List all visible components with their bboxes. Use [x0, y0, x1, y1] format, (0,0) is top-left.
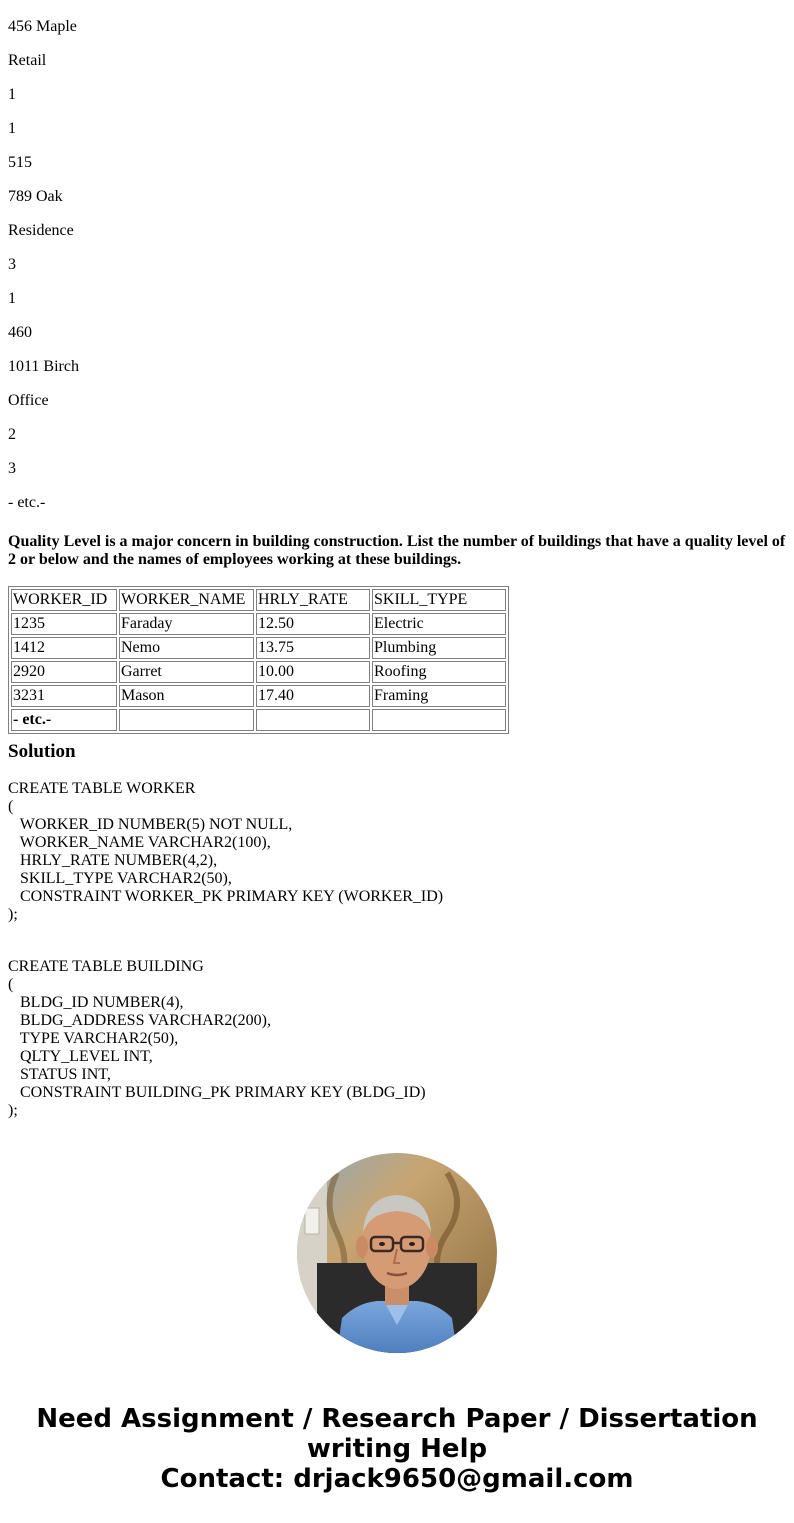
table-cell: Nemo [119, 637, 254, 659]
table-cell: Garret [119, 661, 254, 683]
table-cell: Mason [119, 685, 254, 707]
code-line: CONSTRAINT WORKER_PK PRIMARY KEY (WORKER_ID) [8, 888, 444, 905]
code-line: CREATE TABLE WORKER [8, 780, 196, 797]
code-line: WORKER_NAME VARCHAR2(100), [8, 834, 271, 851]
table-cell: 1235 [11, 613, 117, 635]
list-item: 1 [8, 120, 16, 137]
table-cell: 1412 [11, 637, 117, 659]
list-item: 1011 Birch [8, 358, 79, 375]
table-cell-empty [119, 709, 254, 731]
table-row [11, 637, 506, 659]
question-text: Quality Level is a major concern in building construction. List the number of buildings that have a quality level of 2 or below and the names of employees working at these buildings. [8, 533, 786, 568]
list-item: 2 [8, 426, 16, 443]
table-row [11, 685, 506, 707]
table-row [11, 613, 506, 635]
table-cell-empty [256, 709, 370, 731]
table-header-cell: SKILL_TYPE [372, 589, 506, 611]
table-row [11, 661, 506, 683]
code-line: BLDG_ADDRESS VARCHAR2(200), [8, 1012, 271, 1029]
code-line: QLTY_LEVEL INT, [8, 1048, 153, 1065]
table-header-row [11, 589, 506, 611]
table-cell-empty [372, 709, 506, 731]
table-cell: Roofing [372, 661, 506, 683]
worker-table [8, 586, 509, 734]
code-line: SKILL_TYPE VARCHAR2(50), [8, 870, 232, 887]
list-item: 3 [8, 256, 16, 273]
code-line: ); [8, 1102, 18, 1119]
code-line: HRLY_RATE NUMBER(4,2), [8, 852, 218, 869]
code-line: WORKER_ID NUMBER(5) NOT NULL, [8, 816, 293, 833]
list-item: Residence [8, 222, 74, 239]
code-line: BLDG_ID NUMBER(4), [8, 994, 184, 1011]
table-cell: Faraday [119, 613, 254, 635]
table-cell: Framing [372, 685, 506, 707]
code-line: CONSTRAINT BUILDING_PK PRIMARY KEY (BLDG_ID) [8, 1084, 426, 1101]
table-cell: 17.40 [256, 685, 370, 707]
list-item: - etc.- [8, 494, 46, 511]
solution-heading: Solution [8, 741, 76, 762]
list-item: 460 [8, 324, 32, 341]
table-cell: 13.75 [256, 637, 370, 659]
table-cell: 3231 [11, 685, 117, 707]
table-cell: Plumbing [372, 637, 506, 659]
footer-line: writing Help [306, 1434, 488, 1464]
list-item: 789 Oak [8, 188, 63, 205]
code-line: TYPE VARCHAR2(50), [8, 1030, 179, 1047]
table-cell: 10.00 [256, 661, 370, 683]
list-item [8, 0, 786, 2]
table-header-cell: WORKER_ID [11, 589, 117, 611]
list-item: 456 Maple [8, 18, 77, 35]
building-data-list [8, 0, 786, 528]
author-avatar [297, 1153, 497, 1353]
table-cell-etc: - etc.- [11, 709, 117, 731]
list-item: 3 [8, 460, 16, 477]
code-line: CREATE TABLE BUILDING [8, 958, 204, 975]
footer-contact [0, 1404, 794, 1494]
avatar-portrait [297, 1153, 497, 1353]
list-item: Retail [8, 52, 47, 69]
worker-sql-block [8, 780, 708, 924]
code-line: ( [8, 798, 14, 815]
code-line: ( [8, 976, 14, 993]
footer-contact-email: Contact: drjack9650@gmail.com [160, 1464, 634, 1494]
footer-line: Need Assignment / Research Paper / Dissertation [36, 1404, 758, 1434]
table-header-cell: WORKER_NAME [119, 589, 254, 611]
list-item: 1 [8, 290, 16, 307]
building-sql-block [8, 958, 708, 1120]
code-line: ); [8, 906, 18, 923]
table-header-cell: HRLY_RATE [256, 589, 370, 611]
list-item: 515 [8, 154, 32, 171]
list-item: 1 [8, 86, 16, 103]
table-cell: 2920 [11, 661, 117, 683]
table-row [11, 709, 506, 731]
table-cell: 12.50 [256, 613, 370, 635]
list-item: Office [8, 392, 49, 409]
code-line: STATUS INT, [8, 1066, 111, 1083]
table-cell: Electric [372, 613, 506, 635]
